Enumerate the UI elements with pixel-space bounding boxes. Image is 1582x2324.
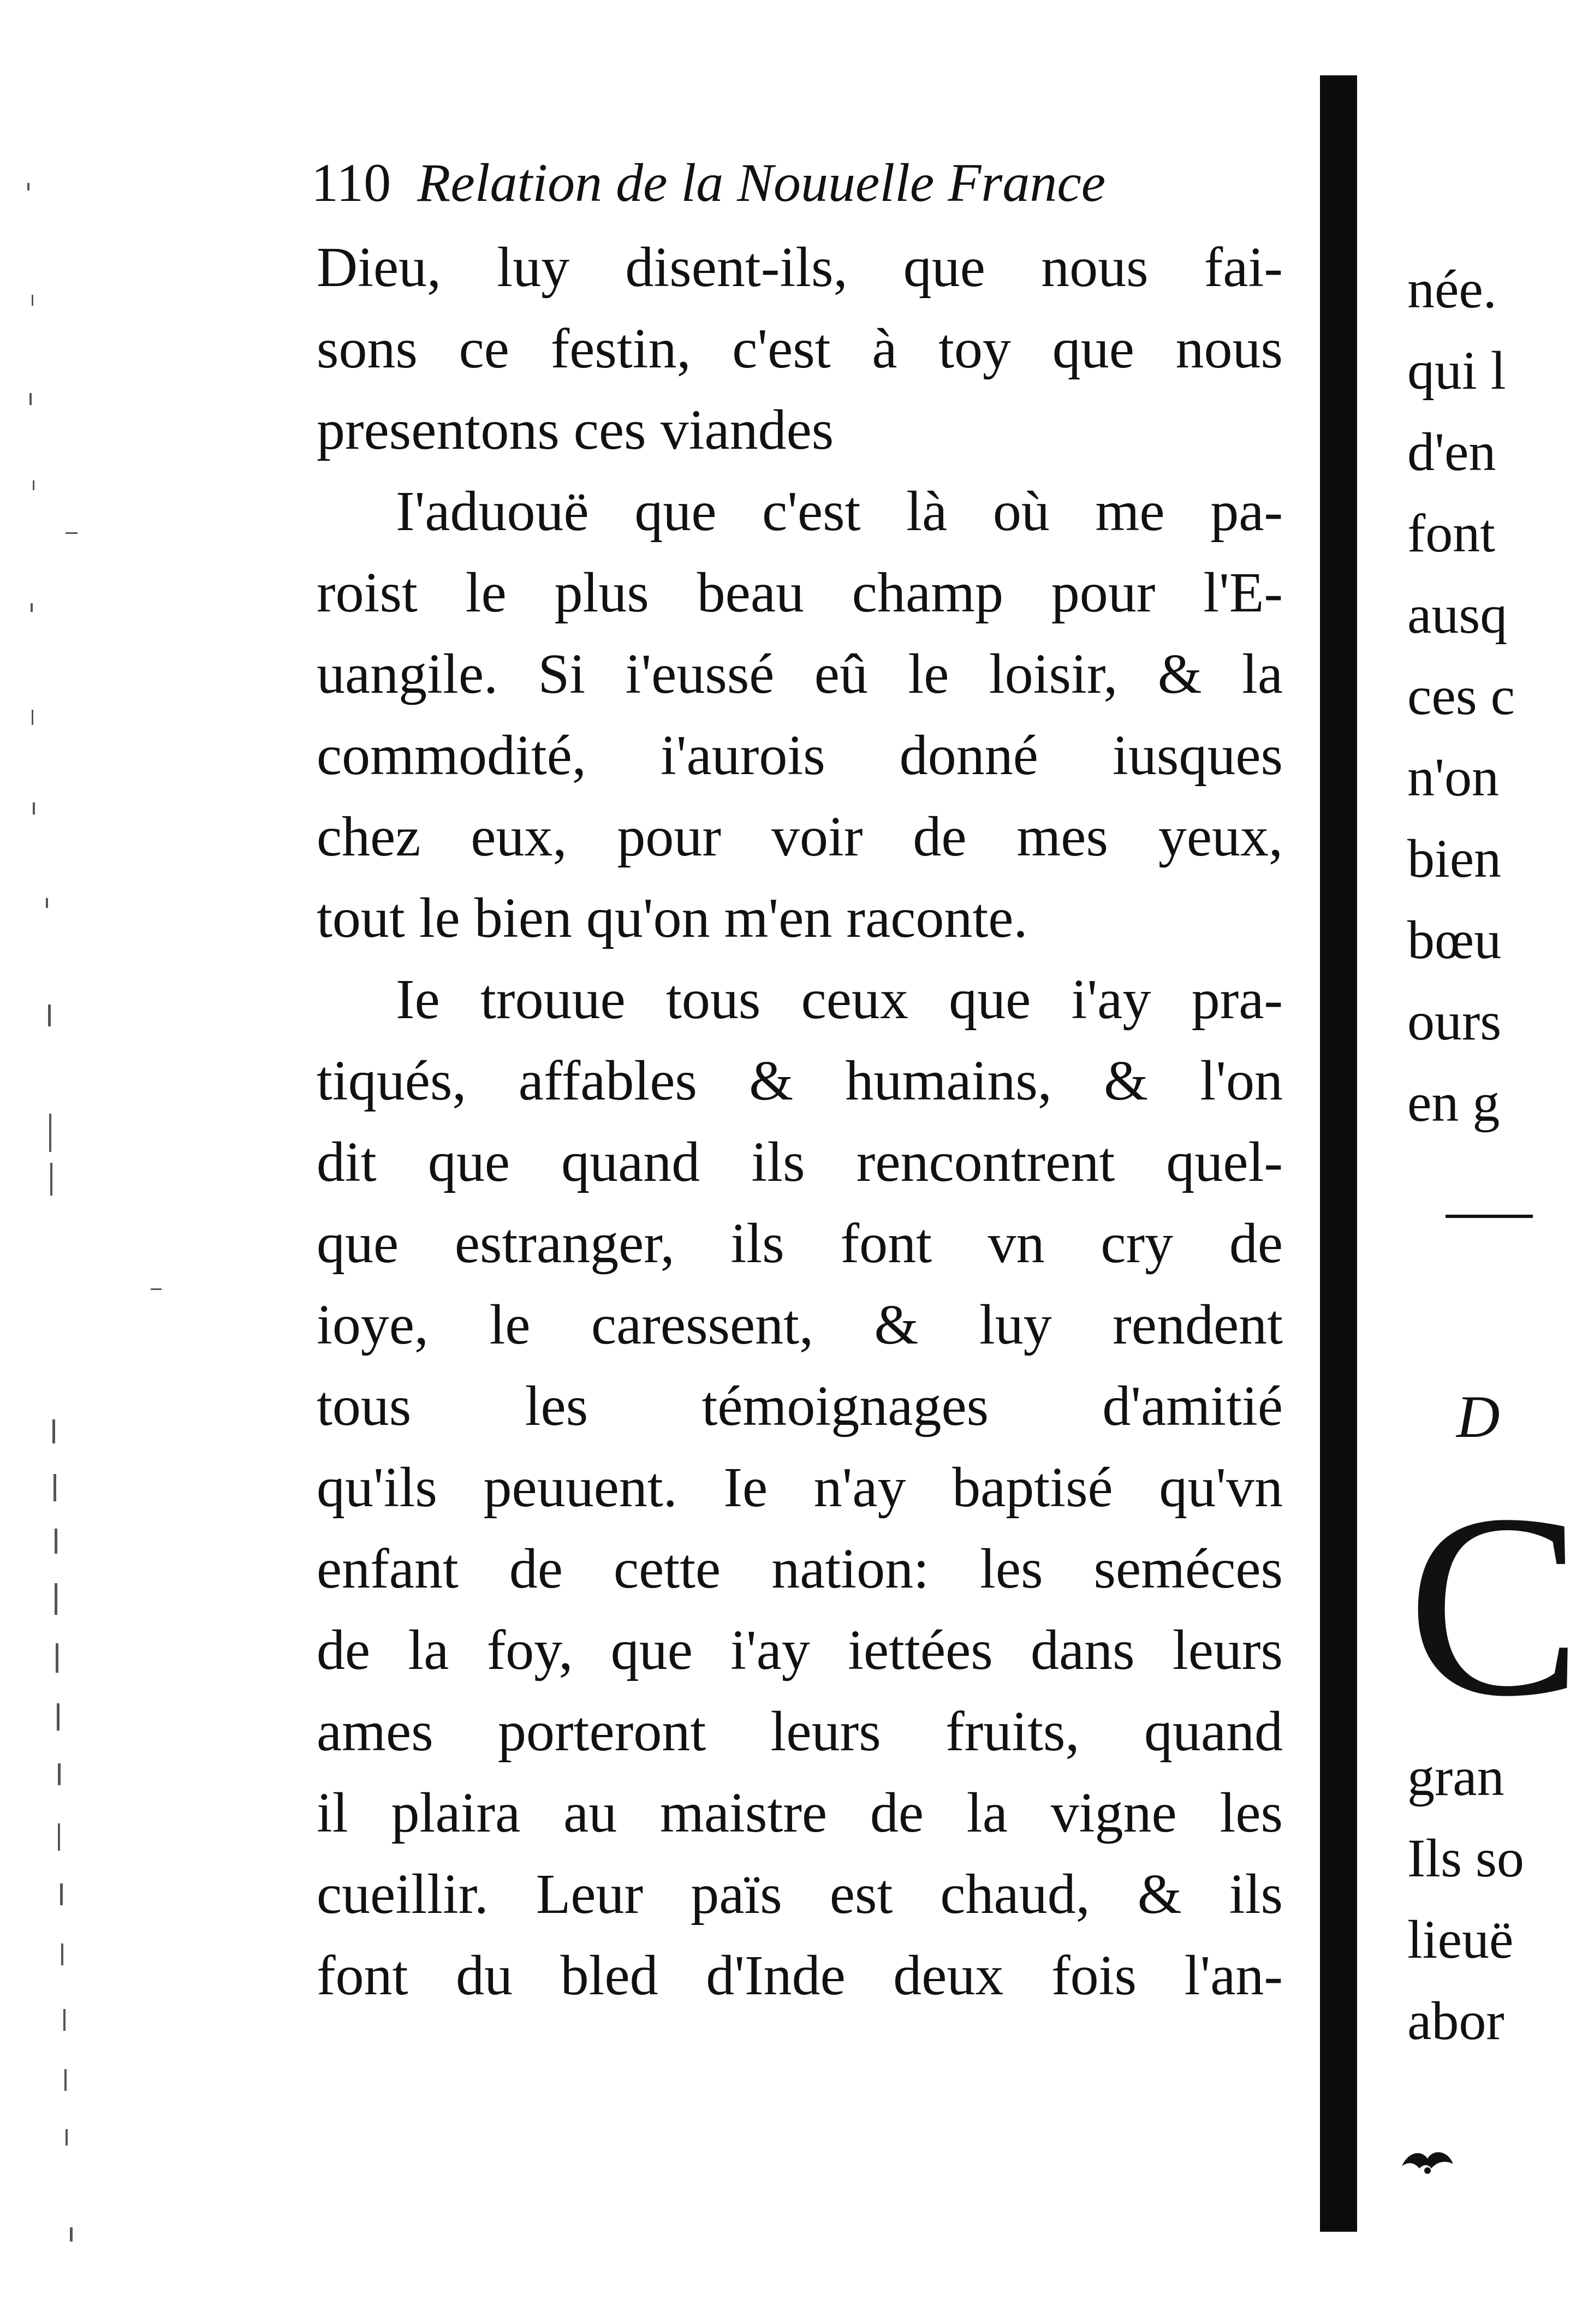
body-line: enfant de cette nation: les seméces — [317, 1537, 1283, 1600]
body-line: il plaira au maistre de la vigne les — [317, 1781, 1283, 1844]
body-text — [317, 227, 1283, 2016]
body-line: ames porteront leurs fruits, quand — [317, 1700, 1283, 1763]
page-number: 110 — [311, 152, 391, 213]
fragment-line: bœu — [1407, 910, 1502, 970]
body-line: sons ce festin, c'est à toy que nous — [317, 317, 1283, 380]
body-line: ioye, le caressent, & luy rendent — [317, 1293, 1283, 1356]
body-line: roist le plus beau champ pour l'E- — [317, 561, 1283, 624]
fragment-line: en g — [1407, 1072, 1500, 1133]
body-line: que estranger, ils font vn cry de — [317, 1212, 1283, 1275]
body-line: cueillir. Leur païs est chaud, & ils — [317, 1863, 1283, 1925]
fragment-line: Ils so — [1407, 1828, 1524, 1888]
section-rule — [1446, 1215, 1533, 1218]
running-title: Relation de la Nouuelle France — [417, 152, 1106, 213]
fragment-line: abor — [1407, 1990, 1504, 2051]
body-line: tout le bien qu'on m'en raconte. — [317, 887, 1028, 949]
body-line: qu'ils peuuent. Ie n'ay baptisé qu'vn — [317, 1456, 1283, 1519]
adjacent-page-fragment — [1407, 0, 1582, 2322]
scan-edge-specks — [0, 0, 109, 2322]
body-line: font du bled d'Inde deux fois l'an- — [317, 1944, 1283, 2007]
body-line: chez eux, pour voir de mes yeux, — [317, 805, 1283, 868]
fragment-line: née. — [1407, 259, 1497, 319]
fragment-line: font — [1407, 503, 1496, 563]
fragment-line: qui l — [1407, 340, 1506, 401]
body-line: tous les témoignages d'amitié — [317, 1375, 1283, 1437]
body-line: Ie trouue tous ceux que i'ay pra- — [396, 968, 1283, 1031]
body-line: uangile. Si i'eussé eû le loisir, & la — [317, 643, 1283, 705]
page-header — [311, 142, 1294, 224]
section-heading-fragment: D — [1456, 1383, 1500, 1450]
body-line: de la foy, que i'ay iettées dans leurs — [317, 1619, 1283, 1681]
body-line: Dieu, luy disent-ils, que nous fai- — [317, 236, 1283, 299]
body-line: presentons ces viandes — [317, 399, 834, 461]
drop-cap: C — [1407, 1460, 1582, 1750]
body-line: commodité, i'aurois donné iusques — [317, 724, 1283, 787]
fragment-line: d'en — [1407, 421, 1496, 482]
fragment-line: lieuë — [1407, 1909, 1514, 1970]
fragment-line: ces c — [1407, 665, 1515, 726]
body-line: dit que quand ils rencontrent quel- — [317, 1131, 1283, 1193]
fragment-line: ausq — [1407, 584, 1508, 645]
ornament-icon — [1397, 2140, 1458, 2180]
fragment-line: bien — [1407, 828, 1502, 889]
fragment-line: gran — [1407, 1746, 1504, 1807]
body-line: I'aduouë que c'est là où me pa- — [396, 480, 1283, 543]
fragment-line: n'on — [1407, 747, 1500, 807]
gutter-shadow — [1320, 75, 1357, 2232]
body-line: tiqués, affables & humains, & l'on — [317, 1049, 1283, 1112]
fragment-line: ours — [1407, 991, 1502, 1051]
